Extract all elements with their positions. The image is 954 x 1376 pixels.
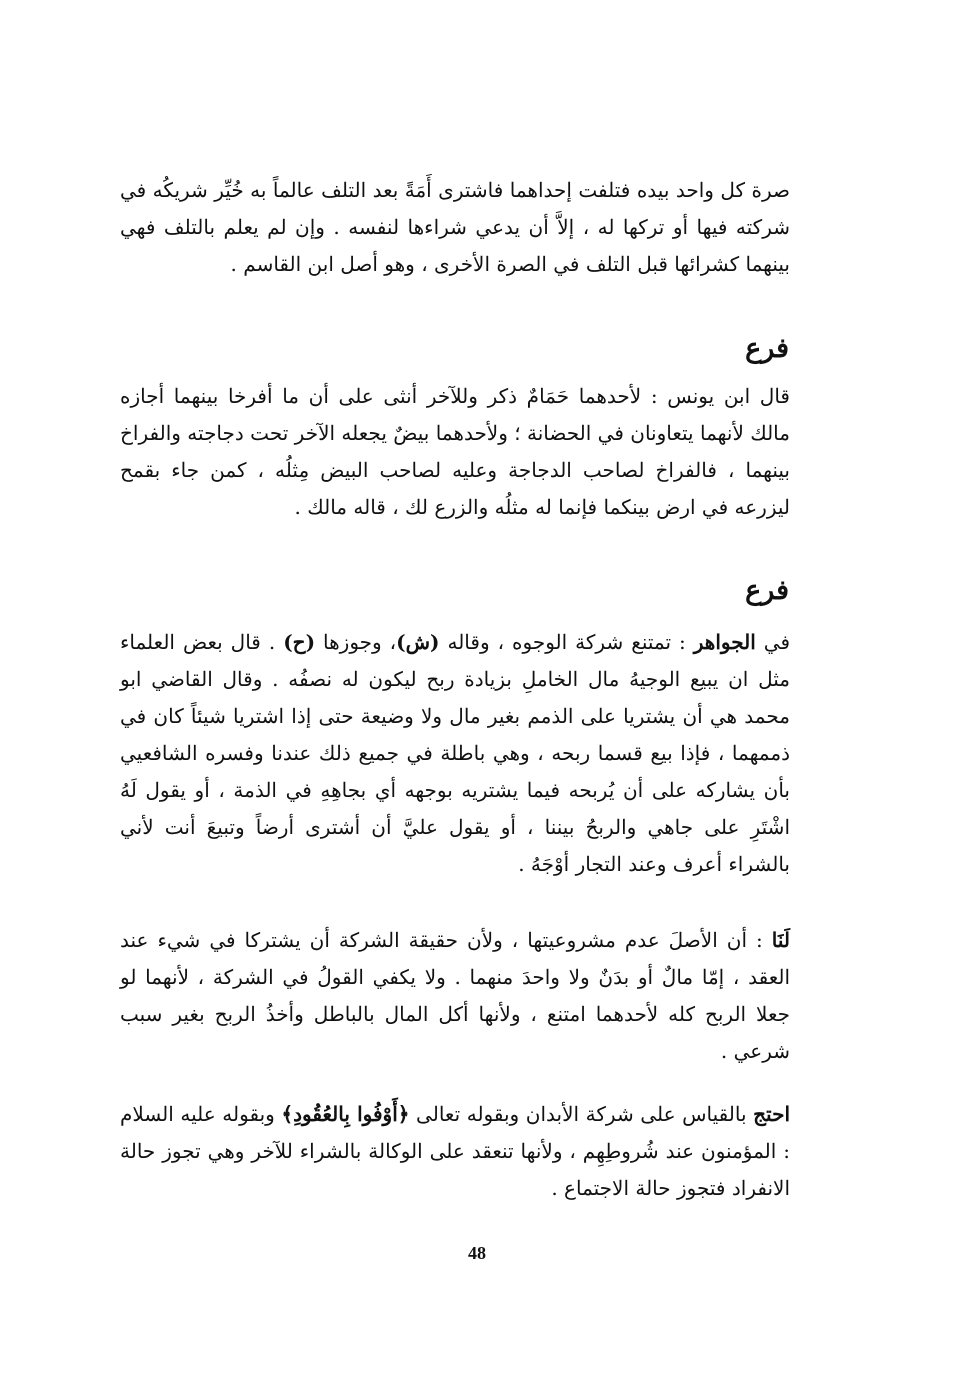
quran-quote: ﴿أَوْفُوا بِالعُقُودِ﴾ — [281, 1102, 410, 1126]
symbol-ha: (ح) — [283, 630, 316, 654]
paragraph-4-body: : أن الأصلَ عدم مشروعيتها ، ولأن حقيقة الشركة أن يشتركا في شيء عند العقد ، إمّا مالٌ أو بدَنٌ ولا واحدَ منهما . ولا يكفي القولُ في الشركة ، لأنهما لو جعلا الربح كله لأحدهما امتنع ، ولأنها أكل المال بالباطل وأخذُ الربح بغير سبب شرعي . — [120, 928, 790, 1063]
paragraph-1 — [120, 172, 790, 283]
paragraph-3-text-a: : تمتنع شركة الوجوه ، وقاله — [439, 630, 694, 654]
paragraph-3-text-c: . قال بعض العلماء مثل ان يبيع الوجيهُ مال الخاملِ بزيادة ربح ليكون له نصفُه . وقال القاضي ابو محمد هي أن يشتريا على الذمم بغير مال ولا وضيعة حتى إذا اشتريا شيئاً كان في ذممهما ، فإذا بيع قسما ربحه ، وهي باطلة في جميع ذلك عندنا وفسره الشافعيي بأن يشاركه على أن يُربحه فيما يشتريه بوجهه أي بجاهِهِ في الذمة ، أو يقول لَهُ اشْتَرِ على جاهي والربحُ بيننا ، أو يقول عليَّ أن أشترى أرضاً وتبيعَ أنت لأني بالشراء أعرف وعند التجار أوْجَهُ . — [120, 630, 790, 876]
paragraph-5-text-a: بالقياس على شركة الأبدان وبقوله تعالى — [409, 1102, 754, 1126]
paragraph-5 — [120, 1096, 790, 1207]
paragraph-2 — [120, 378, 790, 526]
page-number: 48 — [468, 1243, 486, 1263]
paragraph-2-text: قال ابن يونس : لأحدهما حَمَامٌ ذكر وللآخر أنثى على أن ما أفرخا بينهما أجازه مالك لأنهما يتعاونان في الحضانة ؛ ولأحدهما بيضٌ يجعله الآخر تحت دجاجته والفراخ بينهما ، فالفراخ لصاحب الدجاجة وعليه لصاحب البيض مِثلُه ، كمن جاء بقمح ليزرعه في ارض بينكما فإنما له مثلُه والزرع لك ، قاله مالك . — [120, 384, 790, 519]
paragraph-4-lead: لَنَا — [771, 928, 790, 952]
paragraph-5-text — [120, 1096, 790, 1207]
paragraph-3-text-b: ، وجوزها — [315, 630, 397, 654]
paragraph-3-lead: في — [755, 630, 791, 654]
paragraph-5-lead: احتج — [753, 1102, 791, 1126]
source-name: الجواهر — [693, 630, 756, 654]
section-heading-2: فرع — [745, 575, 789, 606]
paragraph-1-text: صرة كل واحد بيده فتلفت إحداهما فاشترى أَمَةً بعد التلف عالماً به خُيِّر شريكُه في شركته فيها أو تركها له ، إلاَّ أن يدعي شراءها لنفسه . وإن لم يعلم بالتلف فهي بينهما كشرائها قبل التلف في الصرة الأخرى ، وهو أصل ابن القاسم . — [120, 178, 790, 276]
paragraph-4-text — [120, 922, 790, 1070]
section-heading-1: فرع — [745, 333, 789, 364]
paragraph-3 — [120, 624, 790, 883]
paragraph-4 — [120, 922, 790, 1070]
paragraph-5-text-b: وبقوله عليه السلام : المؤمنون عند شُروطِهِم ، ولأنها تنعقد على الوكالة بالشراء للآخر وهي تجوز حالة الانفراد فتجوز حالة الاجتماع . — [120, 1102, 790, 1200]
symbol-shin: (ش) — [396, 630, 440, 654]
paragraph-3-text — [120, 624, 790, 883]
